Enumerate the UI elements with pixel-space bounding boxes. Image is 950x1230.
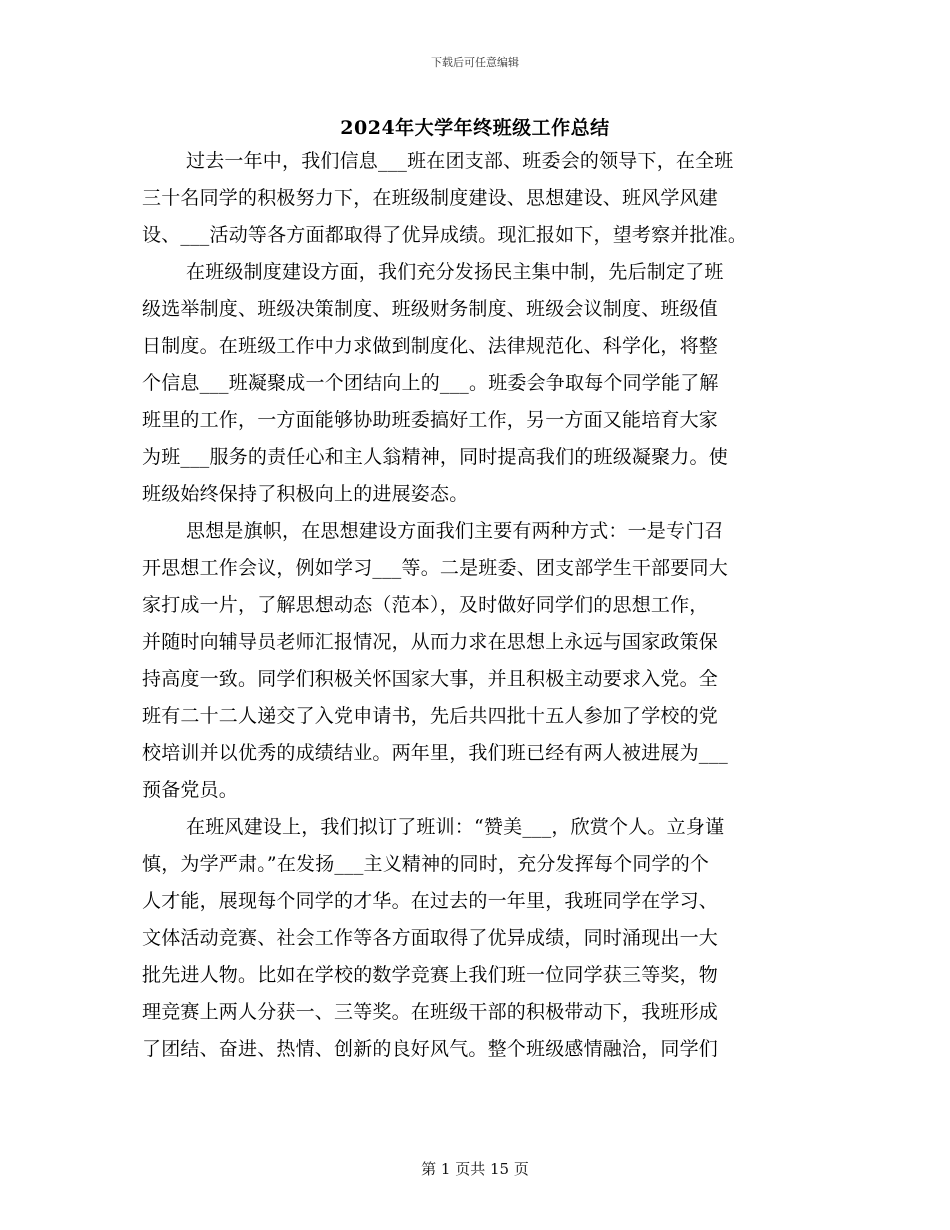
- paragraph-line: 持高度一致。同学们积极关怀国家大事，并且积极主动要求入党。全: [142, 668, 719, 690]
- document-title: 2024年大学年终班级工作总结: [340, 117, 610, 139]
- paragraph-line: 文体活动竞赛、社会工作等各方面取得了优异成绩，同时涌现出一大: [142, 927, 719, 949]
- paragraph-line: 在班级制度建设方面，我们充分发扬民主集中制，先后制定了班: [186, 261, 724, 283]
- paragraph-line: 预备党员。: [142, 779, 239, 801]
- paragraph-line: 在班风建设上，我们拟订了班训：“赞美___，欣赏个人。立身谨: [186, 816, 725, 838]
- paragraph-line: 班级始终保持了积极向上的进展姿态。: [142, 483, 469, 505]
- page-number-footer: 第 1 页共 15 页: [421, 1160, 529, 1178]
- paragraph-line: 思想是旗帜，在思想建设方面我们主要有两种方式：一是专门召: [186, 520, 724, 542]
- paragraph-line: 家打成一片，了解思想动态（范本），及时做好同学们的思想工作，: [142, 594, 709, 616]
- document-body: [142, 143, 802, 1068]
- header-note: 下载后可任意编辑: [431, 56, 519, 69]
- paragraph-line: 日制度。在班级工作中力求做到制度化、法律规范化、科学化，将整: [142, 335, 719, 357]
- paragraph-line: 慎，为学严肃。”在发扬___主义精神的同时，充分发挥每个同学的个: [142, 853, 710, 875]
- paragraph-line: 开思想工作会议，例如学习___等。二是班委、团支部学生干部要同大: [142, 557, 728, 579]
- paragraph-line: 校培训并以优秀的成绩结业。两年里，我们班已经有两人被进展为___: [142, 742, 728, 764]
- paragraph-line: 设、___活动等各方面都取得了优异成绩。现汇报如下，望考察并批准。: [142, 224, 748, 246]
- paragraph-line: 了团结、奋进、热情、创新的良好风气。整个班级感情融洽，同学们: [142, 1038, 719, 1060]
- paragraph-line: 批先进人物。比如在学校的数学竞赛上我们班一位同学获三等奖，物: [142, 964, 719, 986]
- paragraph-line: 并随时向辅导员老师汇报情况，从而力求在思想上永远与国家政策保: [142, 631, 719, 653]
- paragraph-line: 理竞赛上两人分获一、三等奖。在班级干部的积极带动下，我班形成: [142, 1001, 719, 1023]
- paragraph-line: 过去一年中，我们信息___班在团支部、班委会的领导下，在全班: [186, 150, 734, 172]
- paragraph-line: 班有二十二人递交了入党申请书，先后共四批十五人参加了学校的党: [142, 705, 719, 727]
- paragraph-line: 为班___服务的责任心和主人翁精神，同时提高我们的班级凝聚力。使: [142, 446, 728, 468]
- paragraph-line: 个信息___班凝聚成一个团结向上的___。班委会争取每个同学能了解: [142, 372, 719, 394]
- paragraph-line: 人才能，展现每个同学的才华。在过去的一年里，我班同学在学习、: [142, 890, 719, 912]
- paragraph-line: 班里的工作，一方面能够协助班委搞好工作，另一方面又能培育大家: [142, 409, 719, 431]
- paragraph-line: 三十名同学的积极努力下，在班级制度建设、思想建设、班风学风建: [142, 187, 719, 209]
- paragraph-line: 级选举制度、班级决策制度、班级财务制度、班级会议制度、班级值: [142, 298, 719, 320]
